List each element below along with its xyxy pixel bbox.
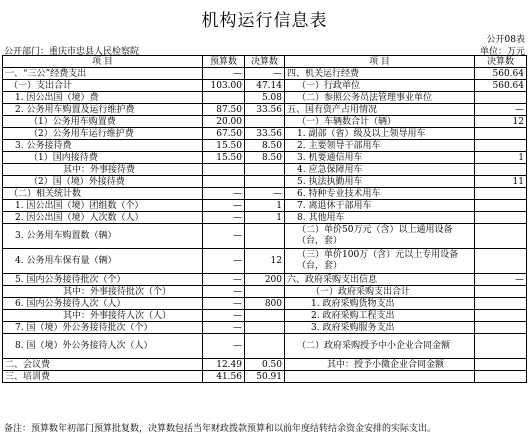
budget-cell: — (203, 212, 245, 224)
right-label: 5. 执法执勤用车 (285, 176, 475, 188)
right-label: （一）政府采购支出合计 (285, 286, 475, 298)
right-label: （二）单价50万元（含）以上通用设备（台，套） (285, 224, 475, 249)
unit-label: 单位：万元 (479, 47, 525, 57)
right-value (475, 140, 527, 152)
right-value (475, 200, 527, 212)
right-label: 其中：授予小微企业合同金额 (285, 359, 475, 371)
final-cell: 33.56 (245, 104, 285, 116)
budget-cell: — (203, 286, 245, 298)
right-label (285, 371, 475, 383)
budget-cell: — (203, 310, 245, 322)
final-cell: 200 (245, 274, 285, 286)
table-row (3, 249, 527, 274)
page-title: 机构运行信息表 (201, 11, 328, 31)
row-label: 其中：外事接待批次（个） (3, 286, 203, 298)
right-label: 2. 政府采购工程支出 (285, 310, 475, 322)
budget-cell: — (203, 200, 245, 212)
table-row (3, 310, 527, 322)
right-value (475, 188, 527, 200)
right-value (475, 298, 527, 310)
right-label: （一）车辆数合计（辆） (285, 116, 475, 128)
table-row (3, 152, 527, 164)
table-row (3, 200, 527, 212)
budget-cell: — (203, 68, 245, 80)
row-label: 1. 因公出国（境）费 (3, 92, 203, 104)
table-row (3, 92, 527, 104)
table-row (3, 104, 527, 116)
budget-cell: 15.50 (203, 152, 245, 164)
header-item-right: 项 目 (285, 56, 475, 68)
row-label: （2）公务用车运行维护费 (3, 128, 203, 140)
table-row (3, 298, 527, 310)
right-label: 3. 机要通信用车 (285, 152, 475, 164)
row-label: 3. 公务接待费 (3, 140, 203, 152)
budget-cell: 41.56 (203, 371, 245, 383)
row-label: 6. 国内公务接待人次（人） (3, 298, 203, 310)
final-cell: 1 (245, 200, 285, 212)
right-label: （三）单价100万（含）元以上专用设备（台，套） (285, 249, 475, 274)
final-cell: — (245, 68, 285, 80)
right-value (475, 322, 527, 334)
row-label: （一）支出合计 (3, 80, 203, 92)
budget-cell: 12.49 (203, 359, 245, 371)
right-label: 六、政府采购支出信息 (285, 274, 475, 286)
final-cell: 5.08 (245, 92, 285, 104)
header-final: 决算数 (245, 56, 285, 68)
right-label: 3. 政府采购服务支出 (285, 322, 475, 334)
table-row (3, 224, 527, 249)
budget-cell: 15.50 (203, 140, 245, 152)
table-row (3, 334, 527, 359)
right-label: 8. 其他用车 (285, 212, 475, 224)
budget-cell: 20.00 (203, 116, 245, 128)
right-value: — (475, 274, 527, 286)
right-label: 6. 特种专业技术用车 (285, 188, 475, 200)
table-code: 公开08表 (486, 35, 525, 45)
right-value (475, 334, 527, 359)
right-value (475, 249, 527, 274)
table-row (3, 212, 527, 224)
table-row (3, 128, 527, 140)
right-label: 2. 主要领导干部用车 (285, 140, 475, 152)
table-row (3, 286, 527, 298)
right-label: （一）行政单位 (285, 80, 475, 92)
row-label: （1）公务用车购置费 (3, 116, 203, 128)
right-label: 4. 应急保障用车 (285, 164, 475, 176)
budget-cell: — (203, 188, 245, 200)
final-cell (245, 310, 285, 322)
final-cell (245, 164, 285, 176)
table-row (3, 176, 527, 188)
row-label: 其中：外事接待费 (3, 164, 203, 176)
info-table (2, 55, 527, 383)
table-row (3, 164, 527, 176)
table-row (3, 116, 527, 128)
right-value: 11 (475, 176, 527, 188)
budget-cell: — (203, 249, 245, 274)
budget-cell: — (203, 322, 245, 334)
right-value (475, 164, 527, 176)
header-item: 项 目 (3, 56, 203, 68)
final-cell: 12 (245, 249, 285, 274)
row-label: 其中：外事接待人次（人） (3, 310, 203, 322)
right-value (475, 359, 527, 371)
budget-cell: 87.50 (203, 104, 245, 116)
final-cell: 800 (245, 298, 285, 310)
footnote: 备注：预算数年初部门预算批复数，决算数包括当年财政拨款预算和以前年度结转结余资金安排的实际支出。 (4, 424, 437, 434)
right-value: 560.64 (475, 68, 527, 80)
row-label: 7. 国（境）外公务接待批次（个） (3, 322, 203, 334)
final-cell: — (245, 188, 285, 200)
final-cell (245, 334, 285, 359)
right-value: — (475, 104, 527, 116)
department-label: 公开部门：重庆市忠县人民检察院 (4, 47, 140, 57)
row-label: 4. 公务用车保有量（辆） (3, 249, 203, 274)
budget-cell (203, 164, 245, 176)
row-label: 2. 因公出国（境）人次数（人） (3, 212, 203, 224)
row-label: （1）国内接待费 (3, 152, 203, 164)
final-cell (245, 116, 285, 128)
right-label: （二）政府采购授予中小企业合同金额 (285, 334, 475, 359)
table-row (3, 188, 527, 200)
right-label: 1. 副部（省）级及以上领导用车 (285, 128, 475, 140)
right-value (475, 212, 527, 224)
row-label: 三、培训费 (3, 371, 203, 383)
header-final-right: 决算数 (475, 56, 527, 68)
table-row (3, 359, 527, 371)
final-cell: 33.56 (245, 128, 285, 140)
right-value: 1 (475, 152, 527, 164)
table-row (3, 140, 527, 152)
budget-cell (203, 176, 245, 188)
final-cell (245, 322, 285, 334)
final-cell: 8.50 (245, 152, 285, 164)
table-row (3, 68, 527, 80)
row-label: 二、会议费 (3, 359, 203, 371)
table-row (3, 80, 527, 92)
right-value: 12 (475, 116, 527, 128)
budget-cell: 67.50 (203, 128, 245, 140)
final-cell: 47.14 (245, 80, 285, 92)
right-label: 五、国有资产占用情况 (285, 104, 475, 116)
budget-cell: — (203, 224, 245, 249)
row-label: 5. 国内公务接待批次（个） (3, 274, 203, 286)
table-row (3, 322, 527, 334)
right-label: 7. 离退休干部用车 (285, 200, 475, 212)
final-cell (245, 224, 285, 249)
budget-cell (203, 92, 245, 104)
row-label: 2. 公务用车购置及运行维护费 (3, 104, 203, 116)
final-cell (245, 286, 285, 298)
final-cell (245, 176, 285, 188)
right-value (475, 224, 527, 249)
table-row (3, 274, 527, 286)
right-label: 1. 政府采购货物支出 (285, 298, 475, 310)
budget-cell: — (203, 274, 245, 286)
budget-cell: — (203, 298, 245, 310)
header-budget: 预算数 (203, 56, 245, 68)
final-cell: 1 (245, 212, 285, 224)
right-value (475, 371, 527, 383)
row-label: 1. 因公出国（境）团组数（个） (3, 200, 203, 212)
row-label: 8. 国（境）外公务接待人次（人） (3, 334, 203, 359)
right-value (475, 92, 527, 104)
right-value: 560.64 (475, 80, 527, 92)
table-row (3, 371, 527, 383)
budget-cell: 103.00 (203, 80, 245, 92)
final-cell: 50.91 (245, 371, 285, 383)
right-label: （二）参照公务员法管理事业单位 (285, 92, 475, 104)
row-label: 一、“三公”经费支出 (3, 68, 203, 80)
budget-cell: — (203, 334, 245, 359)
row-label: （二）相关统计数 (3, 188, 203, 200)
header-row (3, 56, 527, 68)
right-value (475, 310, 527, 322)
row-label: 3. 公务用车购置数（辆） (3, 224, 203, 249)
right-label: 四、机关运行经费 (285, 68, 475, 80)
row-label: （2）国（境）外接待费 (3, 176, 203, 188)
final-cell: 8.50 (245, 140, 285, 152)
final-cell: 0.50 (245, 359, 285, 371)
right-value (475, 128, 527, 140)
right-value (475, 286, 527, 298)
